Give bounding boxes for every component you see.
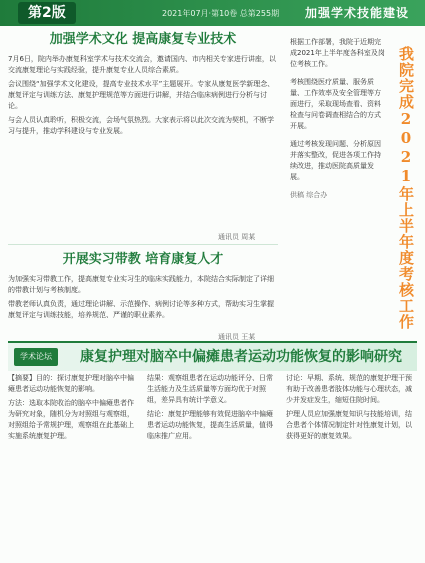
- sidebar-paragraph: 通过考核发现问题、分析原因并落实整改，促进各项工作持续改进，推动医院高质量发展。: [290, 140, 381, 181]
- section-label: 学术论坛: [14, 348, 58, 366]
- sidebar-report: [290, 30, 417, 335]
- author-byline: 通讯员 王某: [218, 333, 256, 341]
- author-byline: 供稿 综合办: [290, 191, 328, 199]
- study-paragraph: 讨论：早期、系统、规范的康复护理干预有助于改善患者肢体功能与心理状态，减少并发症发生，缩短住院时间。: [286, 374, 412, 404]
- study-paragraph: 护理人员应加强康复知识与技能培训，结合患者个体情况制定针对性康复计划，以获得更好的康复效果。: [286, 410, 412, 440]
- author-byline: 通讯员 周某: [218, 233, 256, 241]
- article-paragraph: 7月6日，院内举办康复科室学术与技术交流会，邀请国内、市内相关专家进行讲座，以交流康复理论与实践经验，提升康复专业人员综合素质。: [8, 55, 276, 74]
- article-body-internship: [8, 274, 276, 328]
- sidebar-vertical-title: 我院完成2021年上半年度考核工作: [397, 46, 415, 330]
- article-paragraph: 会议围绕“加强学术文化建设，提高专业技术水平”主题展开。专家从康复医学新理念、康复评定与训练方法、康复护理规范等方面进行讲解，并结合临床病例进行分析与讨论。: [8, 80, 275, 110]
- sidebar-body: [290, 30, 385, 332]
- issue-info: 2021年07月·第10卷 总第255期: [162, 9, 280, 18]
- article-paragraph: 与会人员认真聆听，积极交流，会场气氛热烈。大家表示将以此次交流为契机，不断学习与提升，推动学科建设与专业发展。: [8, 116, 274, 135]
- study-paragraph: 方法：选取本院收治的脑卒中偏瘫患者作为研究对象，随机分为对照组与观察组，对照组给予常规护理，观察组在此基础上实施系统康复护理。: [8, 399, 134, 440]
- study-column-2: [147, 373, 277, 555]
- section-title: 康复护理对脑卒中偏瘫患者运动功能恢复的影响研究: [80, 349, 402, 365]
- sidebar-paragraph: 根据工作部署，我院于近期完成2021年上半年度各科室及岗位考核工作。: [290, 38, 385, 68]
- study-column-3: [286, 373, 416, 555]
- page-number-tag: 第2版: [18, 2, 76, 24]
- page-header: [0, 0, 425, 26]
- article-paragraph: 为加强实习带教工作，提高康复专业实习生的临床实践能力，本院结合实际制定了详细的带教计划与考核制度。: [8, 275, 274, 294]
- study-paragraph: 结果：观察组患者在运动功能评分、日常生活能力及生活质量等方面均优于对照组，差异具有统计学意义。: [147, 374, 273, 404]
- study-column-1: [8, 373, 138, 555]
- study-paragraph: 【摘要】目的：探讨康复护理对脑卒中偏瘫患者运动功能恢复的影响。: [8, 374, 134, 393]
- content-area: [8, 30, 417, 555]
- study-columns: [8, 373, 417, 555]
- article-paragraph: 带教老师认真负责，通过理论讲解、示范操作、病例讨论等多种方式，帮助实习生掌握康复评定与训练技能，培养规范、严谨的职业素养。: [8, 300, 274, 319]
- article-body-academic: [8, 54, 276, 224]
- study-paragraph: 结论：康复护理能够有效促进脑卒中偏瘫患者运动功能恢复，提高生活质量，值得临床推广应用。: [147, 410, 273, 440]
- article-title-academic: 加强学术文化 提高康复专业技术: [49, 32, 237, 47]
- sidebar-paragraph: 考核围绕医疗质量、服务质量、工作效率及安全管理等方面进行，采取现场查看、资料检查与问卷调查相结合的方式开展。: [290, 78, 381, 130]
- article-title-internship: 开展实习带教 培育康复人才: [62, 252, 224, 267]
- section-header-band: [8, 341, 417, 371]
- masthead-title: 加强学术技能建设: [304, 6, 409, 20]
- divider: [8, 244, 278, 245]
